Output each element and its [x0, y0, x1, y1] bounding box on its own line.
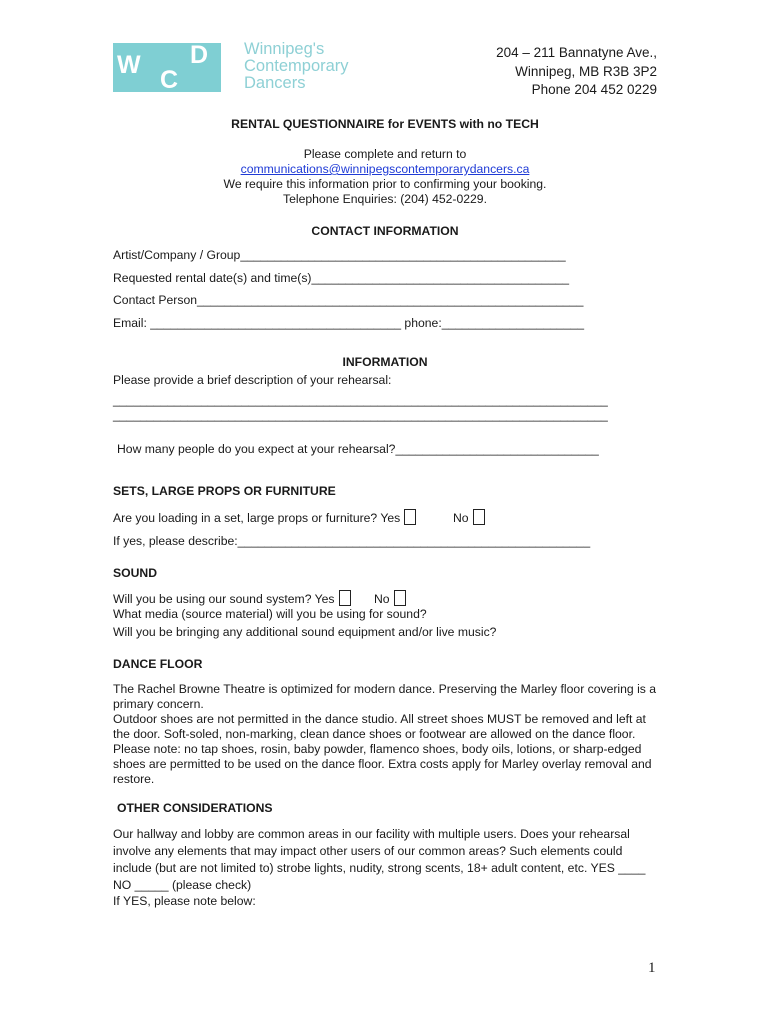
- description-line-1[interactable]: _________________________________________________________________________: [113, 393, 608, 407]
- logo-letter-d: D: [190, 41, 209, 69]
- intro-phone: Telephone Enquiries: (204) 452-0229.: [283, 192, 487, 206]
- email-phone-field[interactable]: Email: _____________________________________ phone:_____________________: [113, 316, 585, 330]
- sets-question-text: Are you loading in a set, large props or furniture? Yes: [113, 511, 401, 525]
- contact-person-field[interactable]: Contact Person_________________________________________________________: [113, 293, 584, 307]
- rehearsal-description-prompt: Please provide a brief description of your rehearsal:: [113, 373, 392, 387]
- sets-heading: SETS, LARGE PROPS OR FURNITURE: [113, 484, 336, 498]
- logo-letter-c: C: [160, 66, 179, 94]
- intro-line-3: We require this information prior to confirming your booking.: [223, 177, 547, 191]
- page-number: 1: [648, 960, 656, 976]
- sound-no-checkbox[interactable]: [394, 590, 406, 606]
- sets-question: [113, 509, 416, 525]
- sets-no-checkbox[interactable]: [473, 509, 485, 525]
- contact-heading: CONTACT INFORMATION: [311, 224, 459, 238]
- sets-describe-field[interactable]: If yes, please describe:____________________________________________________: [113, 534, 591, 548]
- logo-wordmark: [244, 41, 349, 92]
- sound-no-option: [374, 590, 406, 606]
- sound-yes-checkbox[interactable]: [339, 590, 351, 606]
- document-title: RENTAL QUESTIONNAIRE for EVENTS with no TECH: [231, 117, 539, 131]
- sound-q1-text: Will you be using our sound system? Yes: [113, 592, 335, 606]
- logo-line-2: Contemporary: [244, 57, 349, 75]
- artist-field[interactable]: Artist/Company / Group________________________________________________: [113, 248, 566, 262]
- sound-no-label: No: [374, 592, 390, 606]
- address-phone: Phone 204 452 0229: [531, 82, 657, 97]
- address-block: [496, 44, 657, 100]
- sets-no-option: [453, 509, 485, 525]
- sets-no-label: No: [453, 511, 469, 525]
- sound-question-1: [113, 590, 351, 606]
- other-considerations-heading: OTHER CONSIDERATIONS: [117, 801, 273, 815]
- other-considerations-paragraph: Our hallway and lobby are common areas in our facility with multiple users. Does your rehearsal involve any elements that may impact other users of our common areas? Such elements could include (but are not limited to) strobe lights, nudity, strong scents, 18+ adult content, etc. YES ____ NO _____ (please check): [113, 827, 646, 892]
- address-line-2: Winnipeg, MB R3B 3P2: [515, 63, 657, 79]
- sets-yes-checkbox[interactable]: [404, 509, 416, 525]
- dance-floor-heading: DANCE FLOOR: [113, 657, 203, 671]
- sound-heading: SOUND: [113, 566, 158, 580]
- intro-line-1: Please complete and return to: [303, 147, 467, 161]
- wcd-logo: [113, 43, 221, 92]
- logo-line-3: Dancers: [244, 74, 306, 92]
- other-note-prompt: If YES, please note below:: [113, 894, 256, 908]
- logo-letter-w: W: [117, 51, 141, 79]
- description-line-2[interactable]: _________________________________________________________________________: [113, 408, 608, 422]
- dance-floor-paragraph-1: The Rachel Browne Theatre is optimized for modern dance. Preserving the Marley floor covering is a primary concern.: [113, 682, 657, 711]
- sound-question-3: Will you be bringing any additional sound equipment and/or live music?: [113, 625, 497, 639]
- people-count-field[interactable]: How many people do you expect at your rehearsal?______________________________: [117, 442, 599, 456]
- address-line-1: 204 – 211 Bannatyne Ave.,: [496, 45, 657, 60]
- sound-question-2: What media (source material) will you be using for sound?: [113, 607, 427, 621]
- dance-floor-paragraph-2: Outdoor shoes are not permitted in the dance studio. All street shoes MUST be removed and left at the door. Soft-soled, non-marking, clean dance shoes or footwear are allowed on the dance floor. Please note: no tap shoes, rosin, baby powder, flamenco shoes, body oils, lotions, or sharp-edged shoes are permitted to be used on the dance floor. Extra costs apply for Marley overlay removal and restore.: [113, 712, 652, 786]
- logo-line-1: Winnipeg's: [244, 40, 325, 58]
- rental-dates-field[interactable]: Requested rental date(s) and time(s)______________________________________: [113, 271, 570, 285]
- information-heading: INFORMATION: [342, 355, 428, 369]
- email-link[interactable]: communications@winnipegscontemporarydancers.ca: [240, 162, 530, 176]
